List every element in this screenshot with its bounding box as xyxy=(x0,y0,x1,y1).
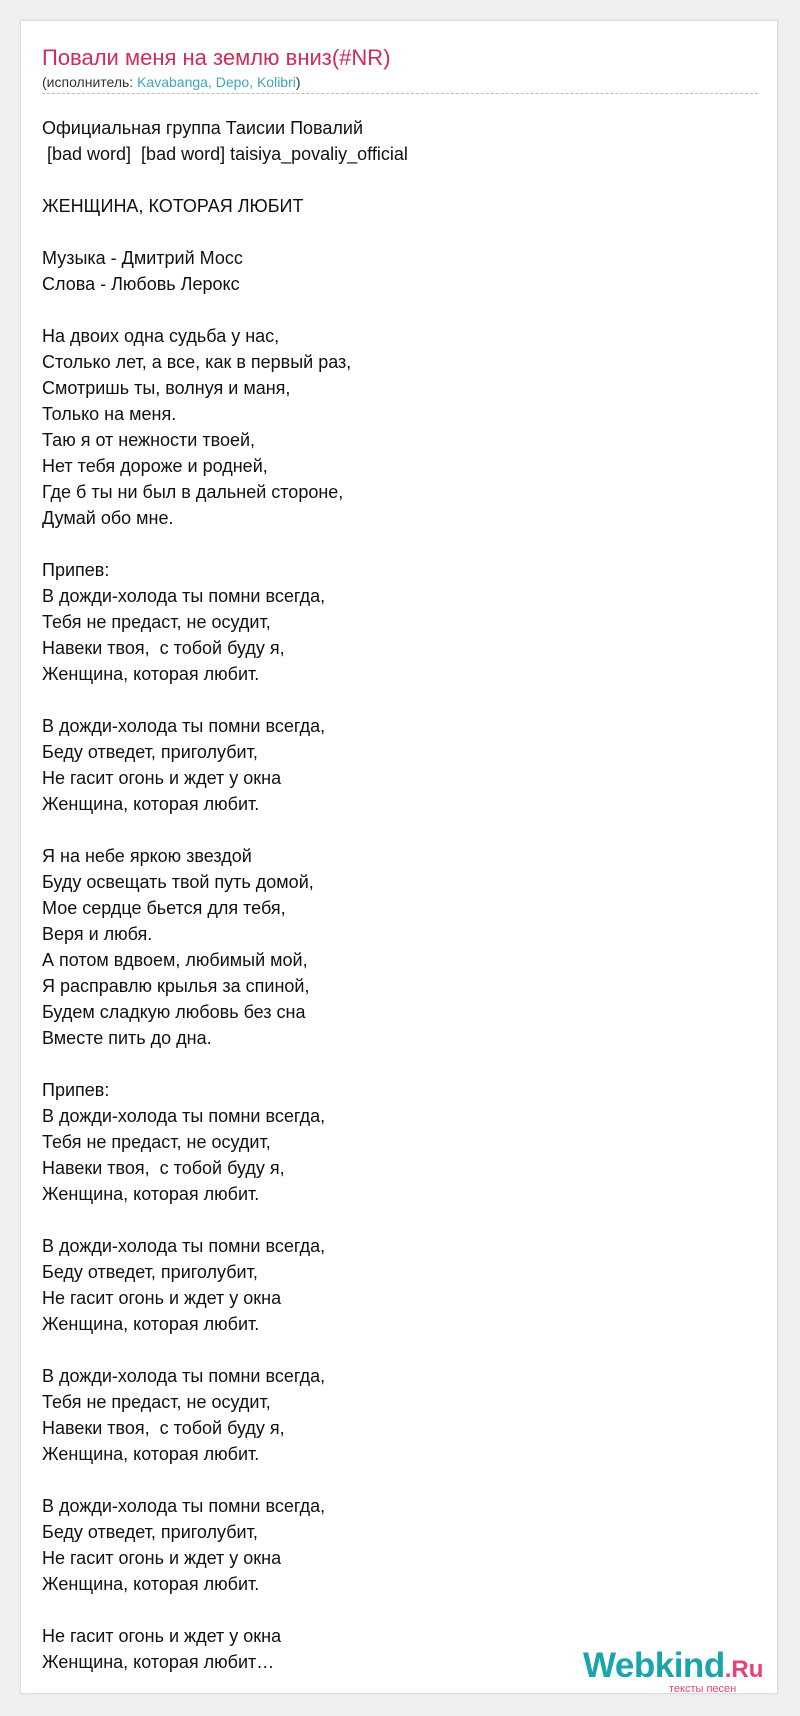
artist-prefix: (исполнитель: xyxy=(42,74,138,90)
site-logo[interactable] xyxy=(583,1646,764,1695)
artist-line xyxy=(42,74,301,91)
lyrics-text: Официальная группа Таисии Повалий [bad word] [bad word] taisiya_povaliy_official ЖЕНЩИНА, КОТОРАЯ ЛЮБИТ Музыка - Дмитрий Мосс Слова - Любовь Лерокс На двоих одна судьба у нас, Столько лет, а все, как в первый раз, Смотришь ты, волнуя и маня, Только на меня. Таю я от нежности твоей, Нет тебя дороже и родней, Где б ты ни был в дальней стороне, Думай обо мне. Припев: В дожди-холода ты помни всегда, Тебя не предаст, не осудит, Навеки твоя, с тобой буду я, Женщина, которая любит. В дожди-холода ты помни всегда, Беду отведет, приголубит, Не гасит огонь и ждет у окна Женщина, которая любит. Я на небе яркою звездой Буду освещать твой путь домой, Мое сердце бьется для тебя, Веря и любя. А потом вдвоем, любимый мой, Я расправлю крылья за спиной, Будем сладкую любовь без сна Вместе пить до дна. Припев: В дожди-холода ты помни всегда, Тебя не предаст, не осудит, Навеки твоя, с тобой буду я, Женщина, которая любит. В дожди-холода ты помни всегда, Беду отведет, приголубит, Не гасит огонь и ждет у окна Женщина, которая любит. В дожди-холода ты помни всегда, Тебя не предаст, не осудит, Навеки твоя, с тобой буду я, Женщина, которая любит. В дожди-холода ты помни всегда, Беду отведет, приголубит, Не гасит огонь и ждет у окна Женщина, которая любит. Не гасит огонь и ждет у окна Женщина, которая любит… xyxy=(42,118,408,1672)
logo-suffix: .Ru xyxy=(724,1656,764,1683)
artist-suffix: ) xyxy=(295,74,301,90)
header-divider xyxy=(42,93,758,94)
content-card xyxy=(20,20,778,1694)
song-title: Повали меня на землю вниз(#NR) xyxy=(42,45,391,70)
artist-link[interactable]: Kavabanga, Depo, Kolibri xyxy=(137,74,296,90)
logo-tagline: тексты песен xyxy=(669,1683,737,1695)
logo-name: Webkind xyxy=(583,1646,725,1685)
